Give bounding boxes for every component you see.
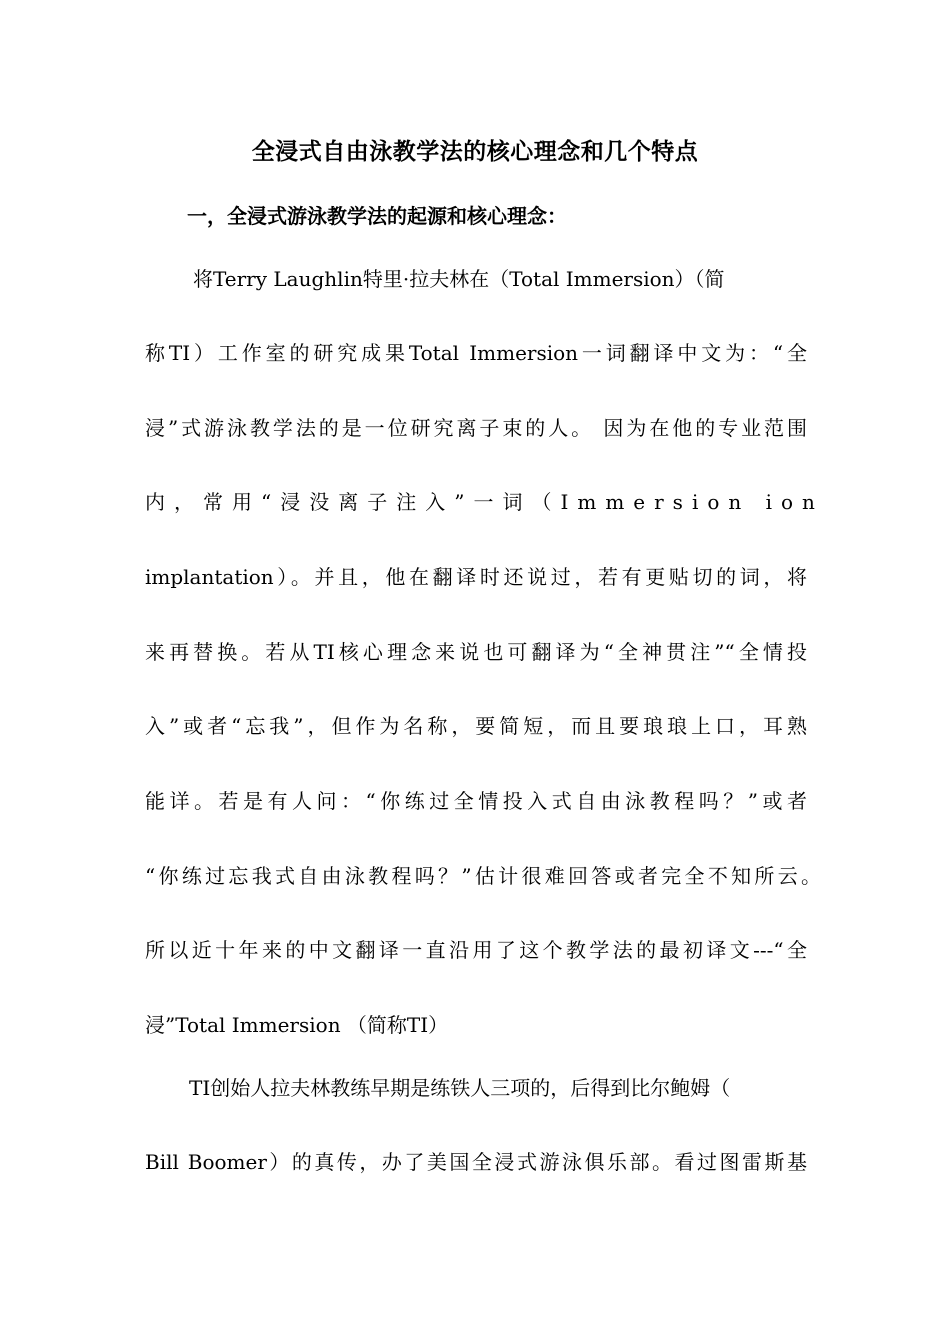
paragraph-2-line: TI创始人拉夫林教练早期是练铁人三项的，后得到比尔鲍姆（	[189, 1076, 731, 1100]
paragraph-1-line: “你练过忘我式自由泳教程吗？”估计很难回答或者完全不知所云。	[145, 864, 821, 888]
paragraph-1-line: 能详。若是有人问：“你练过全情投入式自由泳教程吗？”或者	[145, 789, 807, 813]
paragraph-1-line: 入”或者“忘我”，但作为名称，要简短，而且要琅琅上口，耳熟	[145, 714, 807, 738]
paragraph-1-line: 浸”式游泳教学法的是一位研究离子束的人。 因为在他的专业范围	[145, 416, 807, 440]
section-heading: 一，全浸式游泳教学法的起源和核心理念：	[187, 204, 567, 228]
paragraph-2-line: Bill Boomer）的真传，办了美国全浸式游泳俱乐部。看过图雷斯基	[145, 1150, 807, 1174]
paragraph-1-line: 来再替换。若从TI核心理念来说也可翻译为“全神贯注”“全情投	[145, 640, 807, 664]
paragraph-1-line: 内，常用“浸没离子注入”一词（Immersion ion	[145, 490, 824, 514]
paragraph-1-line: 所以近十年来的中文翻译一直沿用了这个教学法的最初译文---“全	[145, 938, 807, 962]
paragraph-1-line: 称TI）工作室的研究成果Total Immersion一词翻译中文为：“全	[145, 341, 807, 365]
document-title: 全浸式自由泳教学法的核心理念和几个特点	[251, 139, 699, 165]
paragraph-1-line: 将Terry Laughlin特里·拉夫林在（Total Immersion）（简	[193, 267, 725, 291]
paragraph-1-line: implantation）。并且，他在翻译时还说过，若有更贴切的词，将	[145, 565, 807, 589]
paragraph-1-line: 浸”Total Immersion （简称TI）	[145, 1013, 449, 1037]
